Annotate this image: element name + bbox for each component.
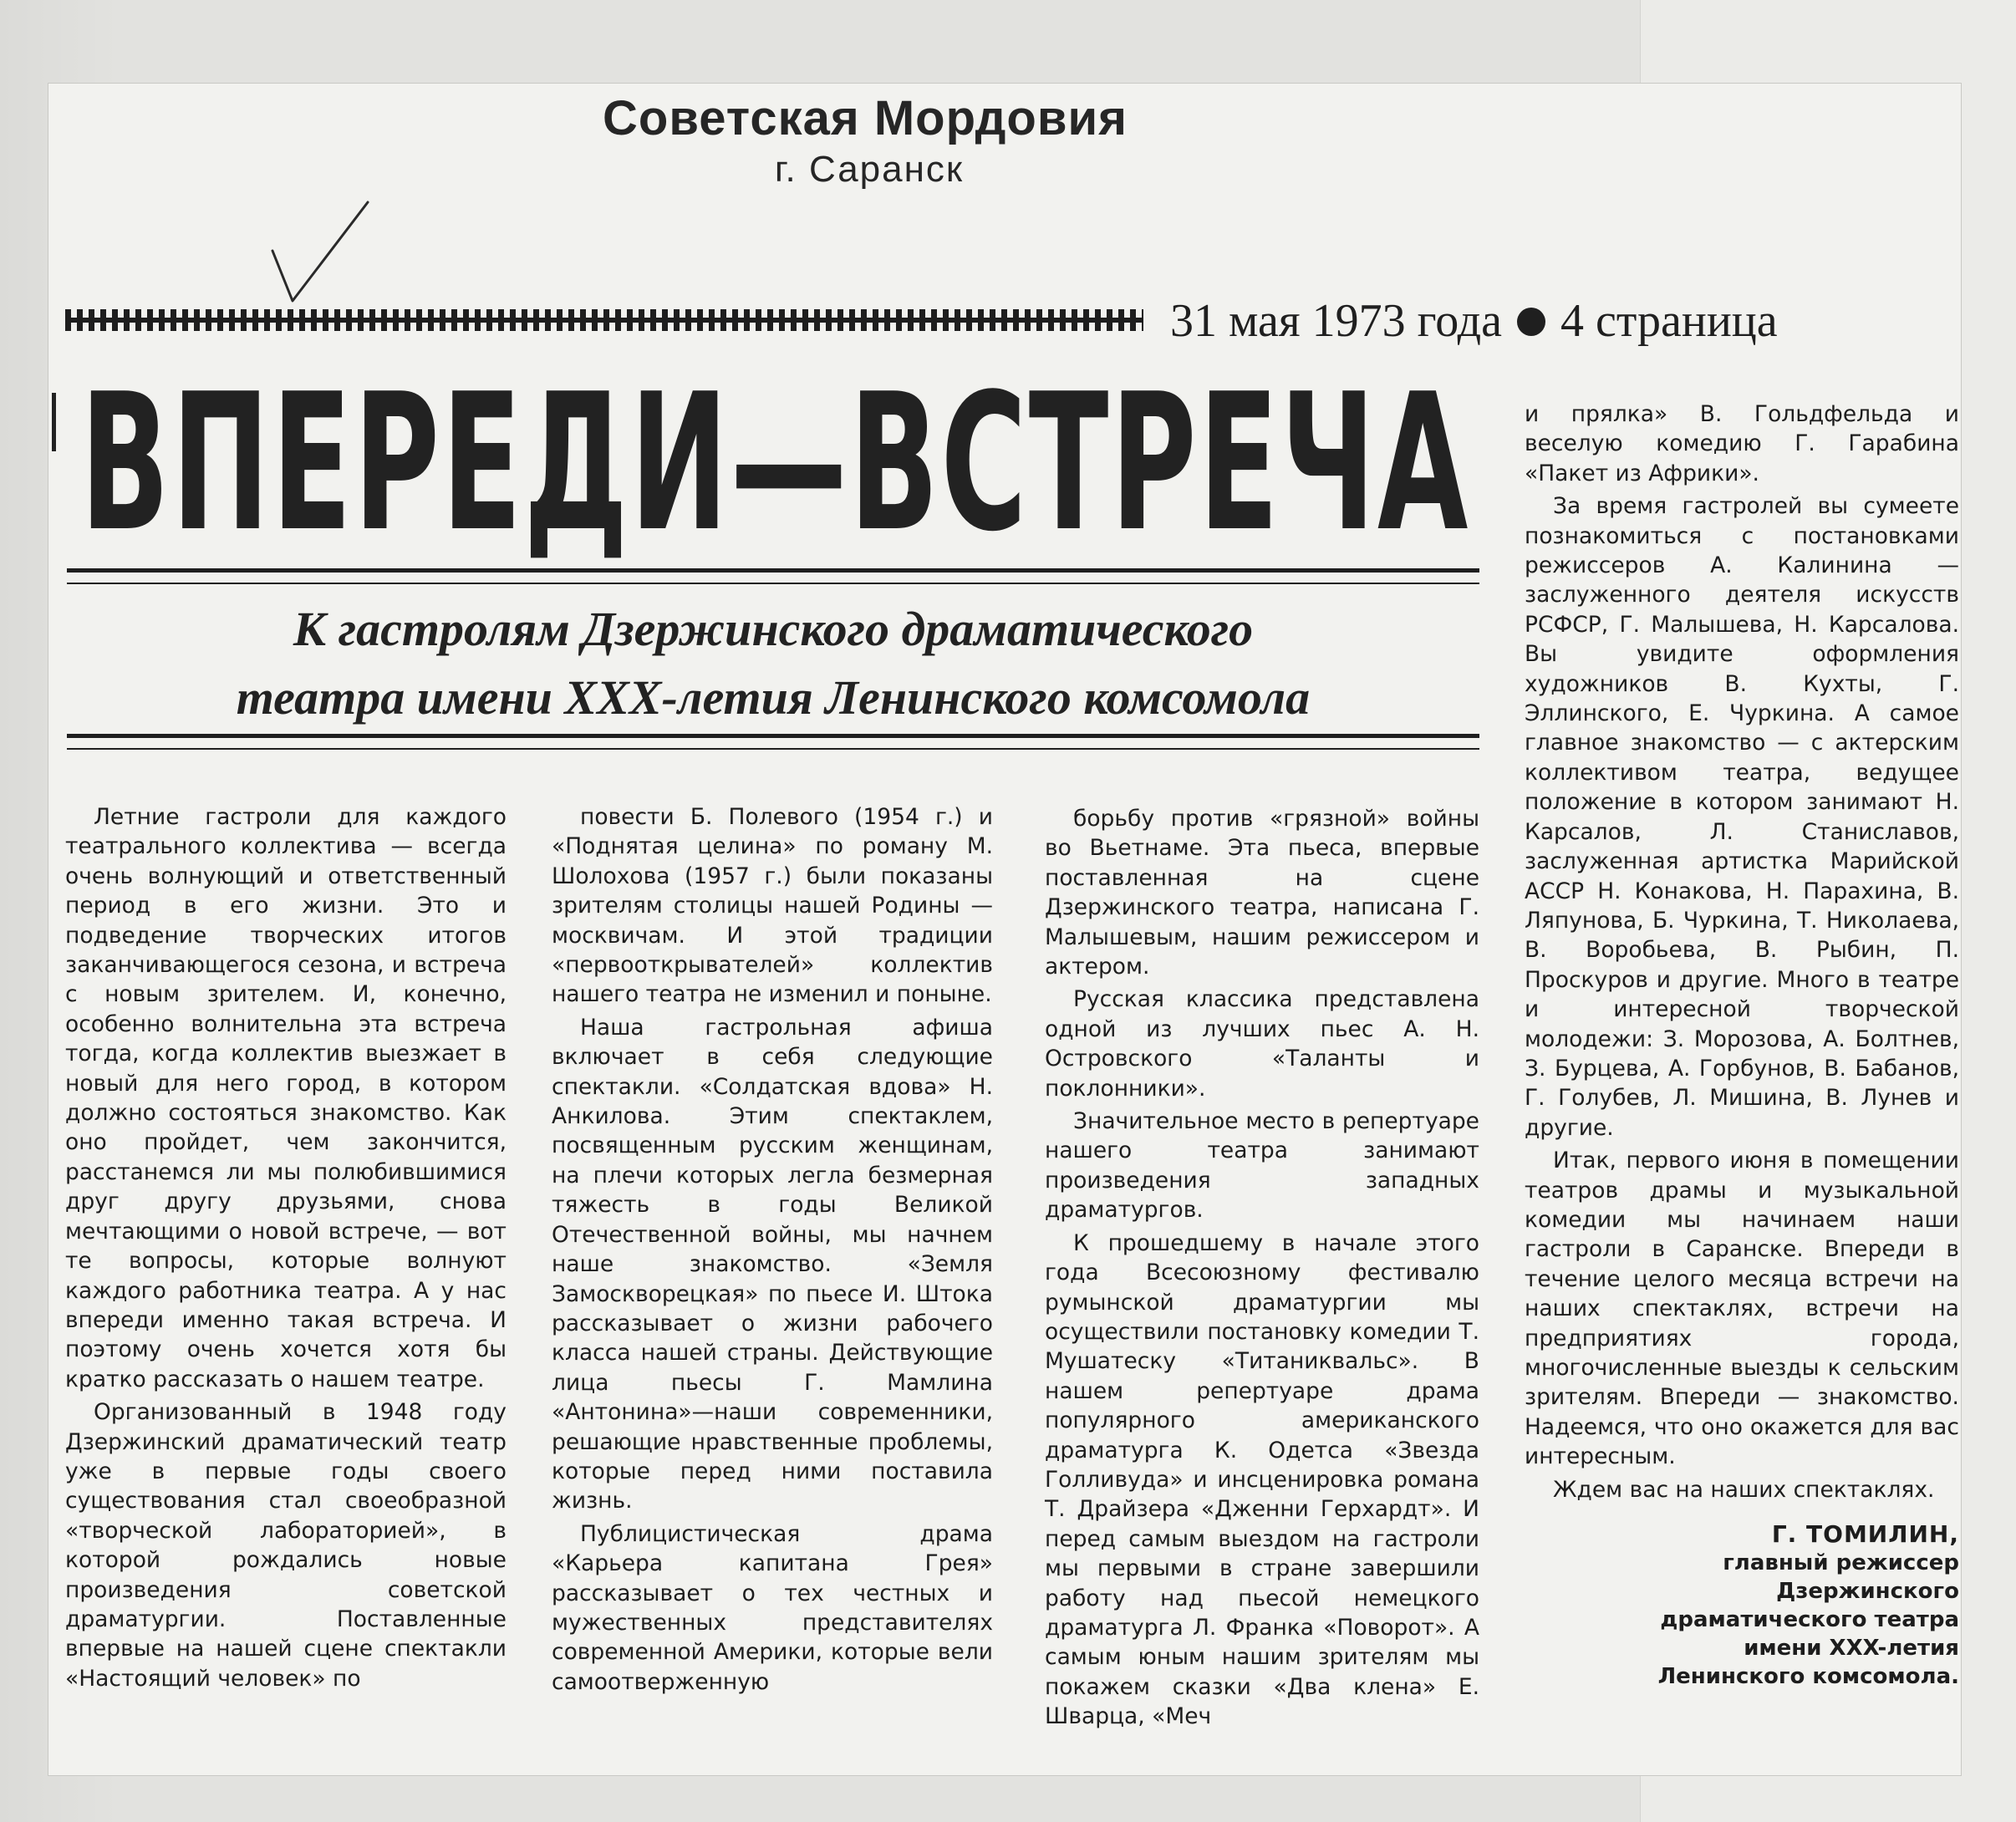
paragraph: Итак, первого июня в помещении театров драмы и музыкальной комедии мы начинаем наши гастроли в Саранске. Впереди в течение целого месяца встречи на наших спектаклях, встречи на предприятиях города, многочисленные выезды к сельским зрителям. Впереди — знакомство. Надеемся, что оно окажется для вас интересным. — [1525, 1148, 1959, 1470]
author-role: драматического театра — [1660, 1607, 1959, 1633]
bullet-dot-icon — [1517, 308, 1545, 336]
margin-mark — [52, 393, 56, 451]
author-role: Дзержинского — [1776, 1579, 1959, 1605]
paragraph: Организованный в 1948 году Дзержинский драматический театр уже в первые годы своего существования стал своеобразной «творческой лабораторией», в которой рождались новые произведения советской драматургии. Поставленные впервые на нашей сцене спектакли «Настоящий человек» по — [65, 1399, 507, 1692]
handwritten-checkmark-icon — [266, 199, 374, 316]
author-role: главный режиссер — [1723, 1550, 1959, 1576]
headline-rule-top — [67, 568, 1479, 584]
paragraph: повести Б. Полевого (1954 г.) и «Поднятая целина» по роману М. Шолохова (1957 г.) были показаны зрителям столицы нашей Родины — москвичам. И этой традиции «первооткрывателей» коллектив нашего театра не изменил и поныне. — [552, 804, 993, 1008]
paragraph: Наша гастрольная афиша включает в себя следующие спектакли. «Солдатская вдова» Н. Анкилова. Этим спектаклем, посвященным русским женщинам, на плечи которых легла безмерная тяжесть в годы Великой Отечественной войны, мы начнем наше знакомство. «Земля Замоскворецкая» по пьесе И. Штока рассказывает о жизни рабочего класса нашей страны. Действующие лица пьесы Г. Мамлина «Антонина»—наши современники, решающие нравственные проблемы, которые перед ними поставила жизнь. — [552, 1014, 993, 1514]
paragraph: Публицистическая драма «Карьера капитана Грея» рассказывает о тех честных и мужественных представителях современной Америки, которые вели самоотверженную — [552, 1520, 993, 1695]
headline-rule-bottom — [67, 734, 1479, 750]
paragraph: За время гастролей вы сумеете познакомиться с постановками режиссеров А. Калинина — заслуженного деятеля искусств РСФСР, Г. Малышева, Н. Карсалова. Вы увидите оформления художников В. Кухты, Г. Эллинского, Е. Чуркина. А самое главное знакомство — с актерским коллективом театра, ведущее положение в котором занимают Н. Карсалов, Л. Станиславов, заслуженная артистка Марийской АССР Н. Конакова, Н. Парахина, В. Ляпунова, Б. Чуркина, Т. Николаева, В. Воробьева, В. Рыбин, П. Проскуров и другие. Много в театре и интересной творческой молодежи: З. Морозова, А. Болтнев, З. Бурцева, А. Горбунов, В. Бабанов, Г. Голубев, Л. Мишина, В. Лунев и другие. — [1525, 493, 1959, 1141]
masthead-title: Советская Мордовия — [603, 91, 1128, 145]
issue-date: 31 мая 1973 года — [1170, 295, 1502, 347]
article-headline: ВПЕРЕДИ—ВСТРЕЧА — [80, 354, 1470, 573]
author-name: Г. ТОМИЛИН, — [1771, 1520, 1959, 1549]
subtitle-line-1: К гастролям Дзержинского драматического — [293, 602, 1254, 656]
dateline — [1170, 294, 1922, 348]
paragraph: К прошедшему в начале этого года Всесоюзному фестивалю румынской драматургии мы осуществили постановку комедии Т. Мушатеску «Титаниквальс». В нашем репертуаре драма популярного американского драматурга К. Одетса «Звезда Голливуда» и инсценировка романа Т. Драйзера «Дженни Герхардт». И перед самым выездом на гастроли мы первыми в стране завершили работу над пьесой немецкого драматурга Л. Франка «Поворот». А самым юным нашим зрителям мы покажем сказки «Два клена» Е. Шварца, «Меч — [1045, 1229, 1479, 1730]
paragraph: Русская классика представлена одной из лучших пьес А. Н. Островского «Таланты и поклонники». — [1045, 986, 1479, 1102]
paragraph: Летние гастроли для каждого театрального коллектива — всегда очень волнующий и ответственный период в его жизни. Это и подведение творческих итогов заканчивающегося сезона, и встреча с новым зрителем. И, конечно, особенно волнительна эта встреча тогда, когда коллектив выезжает в новый для него город, в котором должно состояться знакомство. Как оно пройдет, чем закончится, расстанемся ли мы полюбившимися друг другу друзьями, снова мечтающими о новой встрече, — вот те вопросы, которые волнуют каждого работника театра. А у нас впереди именно такая встреча. И поэтому очень хочется хотя бы кратко рассказать о нашем театре. — [65, 804, 507, 1392]
paragraph: борьбу против «грязной» войны во Вьетнаме. Эта пьеса, впервые поставленная на сцене Дзержинского театра, написана Г. Малышевым, нашим режиссером и актером. — [1045, 806, 1479, 980]
article-column-3 — [1045, 804, 1479, 1735]
page-number: 4 страница — [1560, 295, 1778, 347]
article-column-4 — [1525, 400, 1959, 1691]
decorative-rule — [65, 309, 1143, 331]
paragraph: и прялка» В. Гольдфельда и веселую комедию Г. Гарабина «Пакет из Африки». — [1525, 401, 1959, 486]
paragraph: Ждем вас на наших спектаклях. — [1553, 1476, 1935, 1503]
article-column-2 — [552, 802, 993, 1700]
subtitle-line-2: театра имени XXX-летия Ленинского комсомола — [236, 670, 1311, 725]
author-role: Ленинского комсомола. — [1657, 1664, 1959, 1690]
article-subtitle — [92, 595, 1454, 732]
paragraph: Значительное место в репертуаре нашего театра занимают произведения западных драматургов. — [1045, 1108, 1479, 1224]
author-signature — [1525, 1519, 1959, 1691]
article-column-1 — [65, 802, 507, 1697]
author-role: имени XXX-летия — [1744, 1636, 1959, 1662]
masthead-city: г. Саранск — [774, 149, 965, 190]
